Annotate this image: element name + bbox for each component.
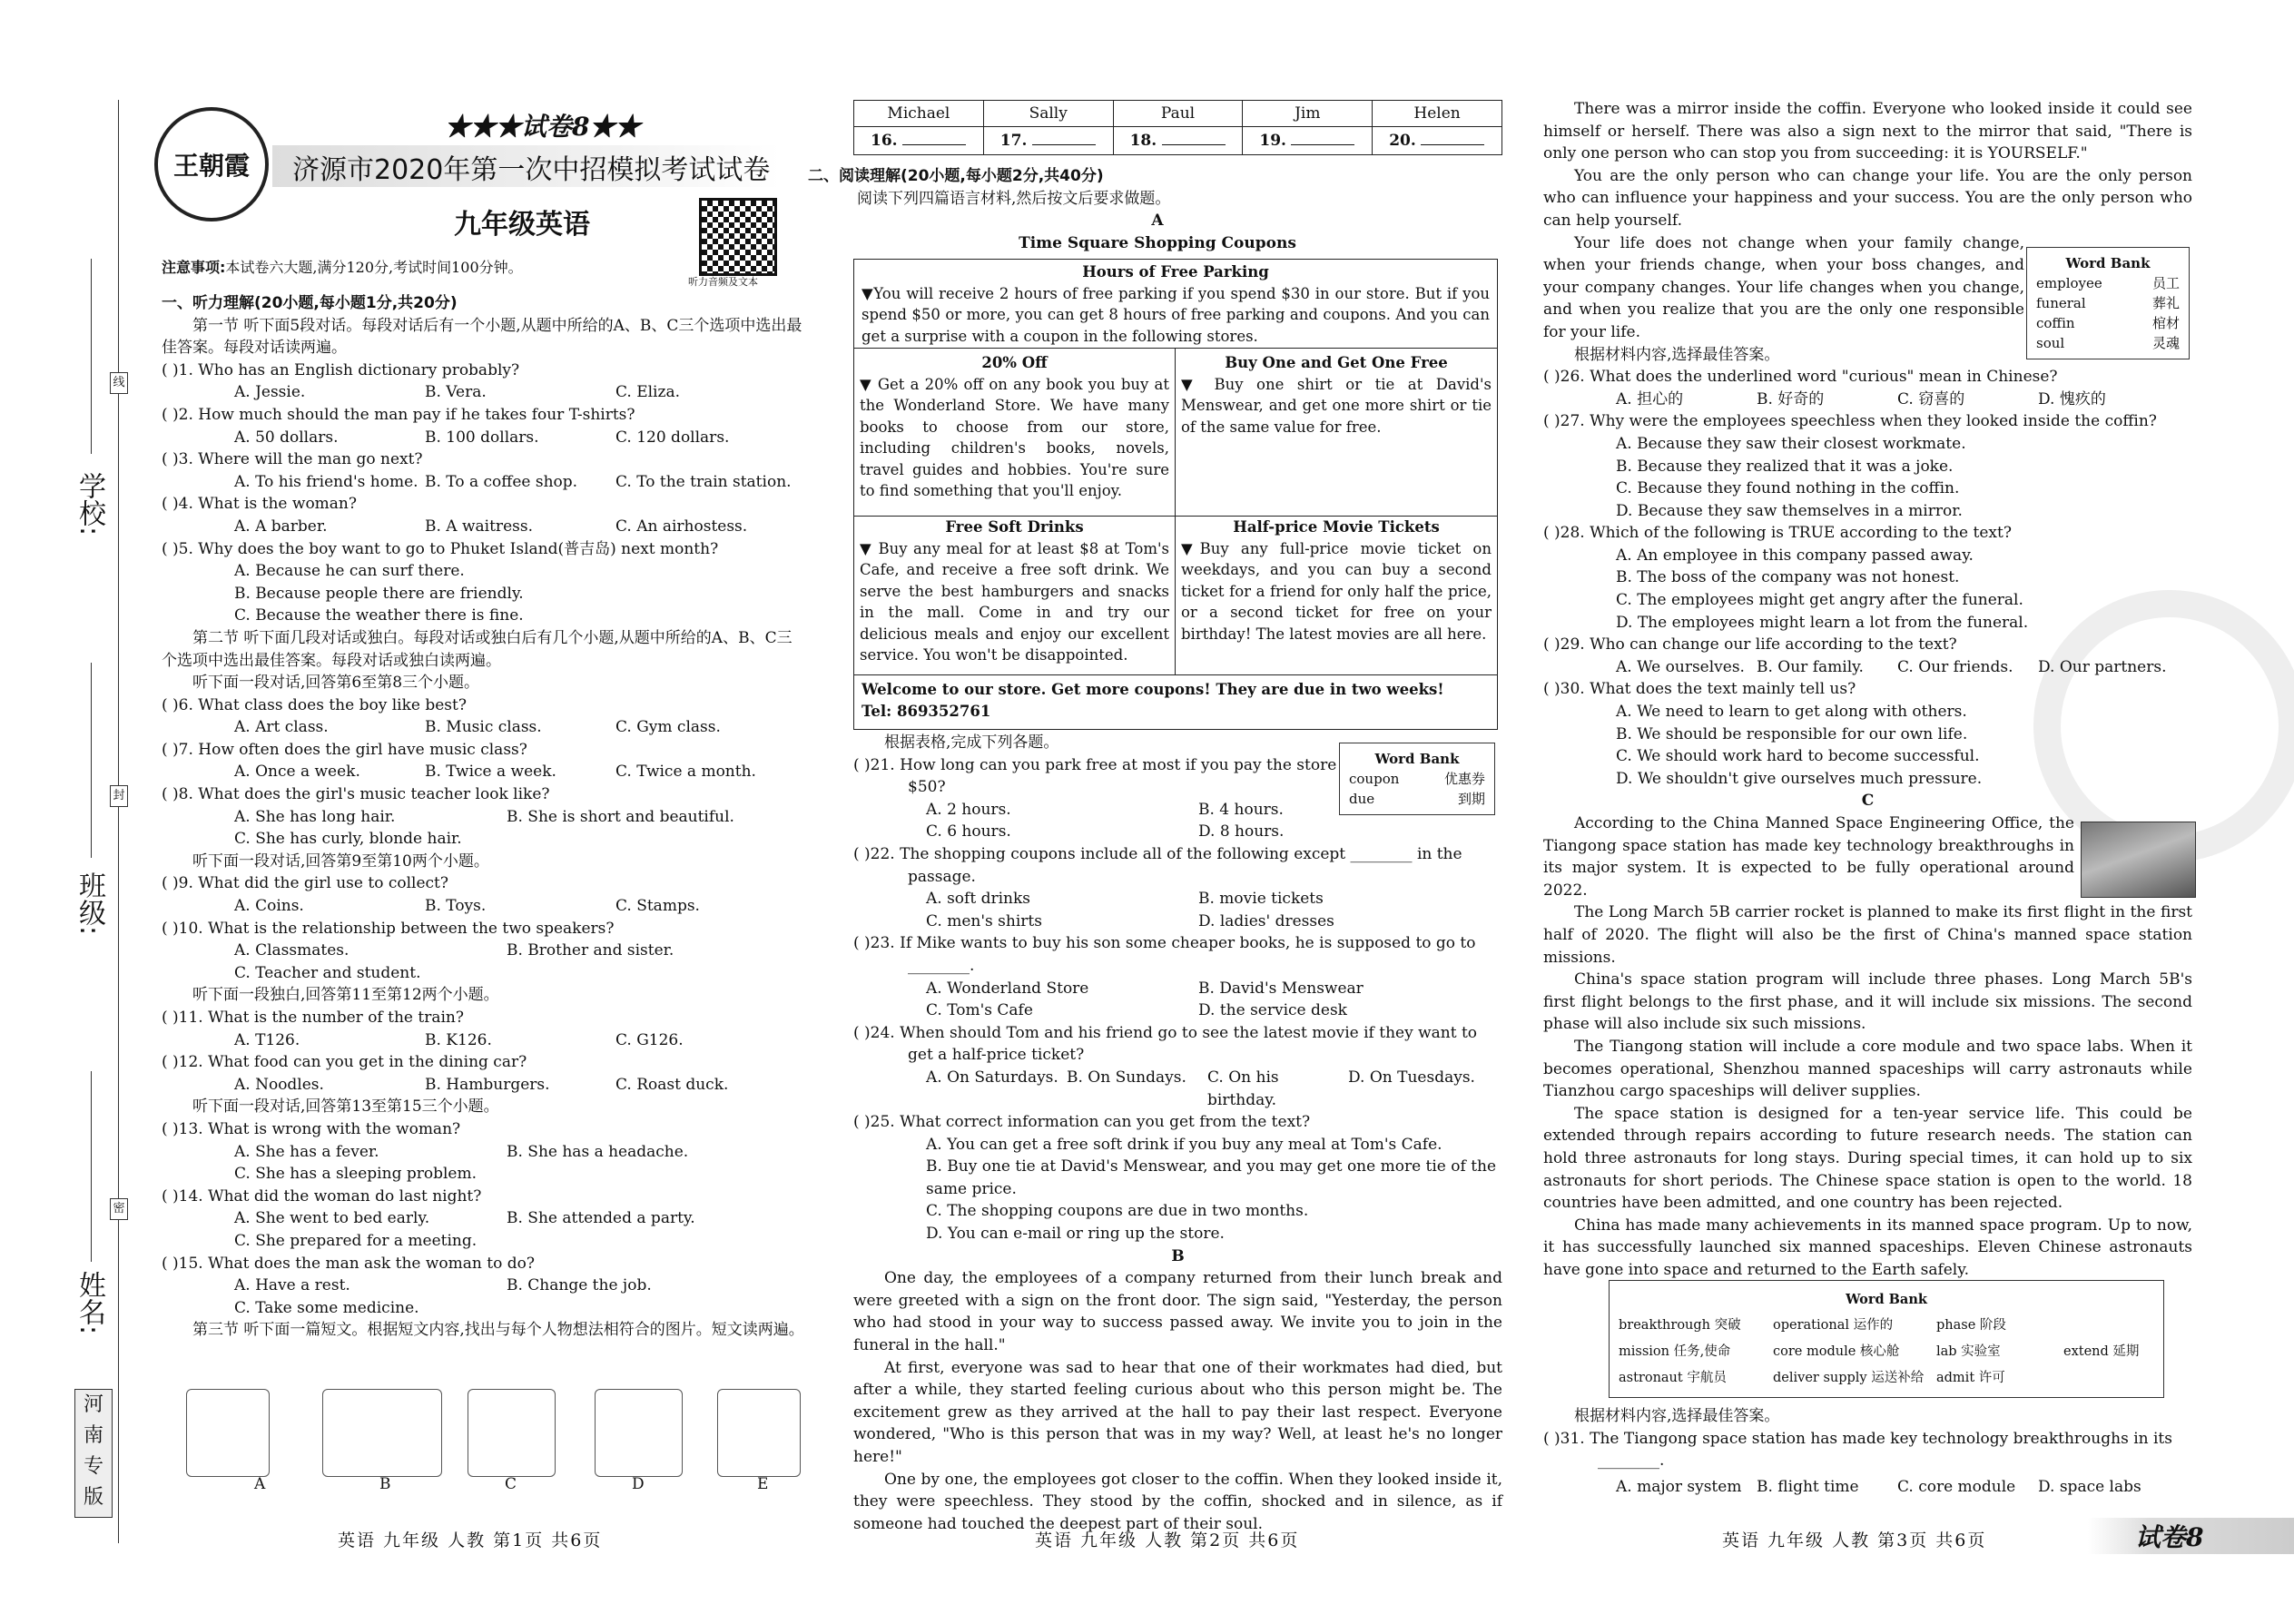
option[interactable]: C. An airhostess. <box>615 517 748 536</box>
word-bank-term: due <box>1349 791 1375 807</box>
option[interactable]: D. Because they saw themselves in a mirror. <box>1616 501 1963 520</box>
question-11: ( )11. What is the number of the train? <box>162 1009 464 1027</box>
option[interactable]: D. On Tuesdays. <box>1348 1068 1475 1087</box>
passage-a-title: Time Square Shopping Coupons <box>1019 233 1296 252</box>
column-3-bottom <box>1543 1405 2192 1498</box>
seal-mark-seal: 封 <box>110 785 128 807</box>
name-blank <box>91 1071 92 1262</box>
passage-c-paragraph: China's space station program will include three phases. Long March 5B's first flight belongs to the first phase, and it will include six missions. The second phase will also include six such missions. <box>1543 970 2192 1034</box>
option[interactable]: C. Our friends. <box>1897 657 2013 676</box>
seal-mark-line: 线 <box>110 372 128 394</box>
question-7: ( )7. How often does the girl have music class? <box>162 740 527 759</box>
coupon-box <box>853 259 1498 730</box>
option[interactable]: B. 好奇的 <box>1757 389 1825 408</box>
question-28: ( )28. Which of the following is TRUE according to the text? <box>1543 524 2012 543</box>
question-22: ( )22. The shopping coupons include all of the following except ________ in the passage. <box>853 844 1462 886</box>
options <box>1543 389 2192 411</box>
passage-c-letter: C <box>1861 792 1875 811</box>
question-29: ( )29. Who can change our life according to the text? <box>1543 635 1957 655</box>
option[interactable]: C. G126. <box>615 1030 684 1049</box>
word-bank-entry: astronaut 宇航员 <box>1619 1371 1727 1385</box>
word-bank-term: coupon <box>1349 771 1400 787</box>
options <box>1543 1476 2192 1499</box>
option[interactable]: D. We shouldn't give ourselves much pressure. <box>1616 769 1983 788</box>
option[interactable]: A. 50 dollars. <box>234 428 339 447</box>
listen-instruction: 听下面一段对话,回答第6至第8三个小题。 <box>192 674 480 693</box>
question-15: ( )15. What does the man ask the woman to do? <box>162 1254 535 1273</box>
question-14: ( )14. What did the woman do last night? <box>162 1186 482 1206</box>
option[interactable]: B. Music class. <box>425 718 542 737</box>
option[interactable]: C. Take some medicine. <box>234 1298 419 1317</box>
option[interactable]: C. The shopping coupons are due in two months. <box>926 1202 1309 1221</box>
passage-a-instruction: 根据表格,完成下列各题。 <box>884 733 1059 752</box>
qr-code[interactable] <box>699 198 777 276</box>
option[interactable]: C. Stamps. <box>615 897 700 916</box>
answer-blank[interactable]: 18. <box>1113 127 1243 155</box>
options <box>162 381 806 404</box>
column-2-top <box>808 165 1507 254</box>
passage-b-paragraph: You are the only person who can change your life. You are the only person who can influence your happiness and your success. You are the only person who can help yourself. <box>1543 166 2192 230</box>
discount-title: 20% Off <box>981 354 1048 371</box>
options <box>162 895 806 918</box>
picture-label: D <box>632 1475 645 1493</box>
option[interactable]: A. She has long hair. <box>234 807 396 826</box>
picture-b <box>322 1389 442 1477</box>
picture-label: E <box>757 1475 769 1493</box>
option[interactable]: A. Wonderland Store <box>926 979 1089 998</box>
options <box>162 471 806 494</box>
notice <box>162 256 523 277</box>
word-bank-meaning: 棺材 <box>2151 315 2180 331</box>
person-name: Michael <box>854 101 984 127</box>
option[interactable]: C. Eliza. <box>615 383 680 402</box>
option[interactable]: A. An employee in this company passed away. <box>1616 546 1974 565</box>
passage-c-paragraph: The Long March 5B carrier rocket is planned to make its first flight in the first half of 2020. The flight will also be the first of China's manned space station missions. <box>1543 903 2192 967</box>
option[interactable]: B. Change the job. <box>507 1276 652 1295</box>
person-name: Sally <box>983 101 1113 127</box>
welcome-text: Welcome to our store. Get more coupons! They are due in two weeks! <box>861 681 1444 698</box>
column-2-questions <box>853 732 1502 1535</box>
name-label: 姓名: <box>74 1271 105 1335</box>
option[interactable]: C. She prepared for a meeting. <box>234 1231 478 1250</box>
exam-title: 济源市2020年第一次中招模拟考试试卷 <box>292 154 771 186</box>
option[interactable]: B. A waitress. <box>425 517 533 536</box>
answer-table <box>853 100 1502 155</box>
options <box>162 940 806 962</box>
drinks-cell <box>854 517 1176 675</box>
question-31: ( )31. The Tiangong space station has made key technology breakthroughs in its ________. <box>1543 1429 2172 1471</box>
edition-char: 专 <box>83 1455 103 1478</box>
series-badge: ★★★试卷8★★ <box>445 112 641 142</box>
series-label: 试卷8 <box>521 112 590 142</box>
passage-b-instruction: 根据材料内容,选择最佳答案。 <box>1574 345 1780 364</box>
word-bank-meaning: 优惠券 <box>1443 771 1485 787</box>
option[interactable]: D. ladies' dresses <box>1198 911 1334 930</box>
option[interactable]: B. She is short and beautiful. <box>507 807 734 826</box>
question-13: ( )13. What is wrong with the woman? <box>162 1119 461 1138</box>
movie-text: ▼Buy any full-price movie ticket on weekdays, and you can buy a second ticket for a friend for only half the price, or a second ticket for free on your birthday! The latest movies are all here. <box>1181 539 1492 643</box>
seal-mark-secret: 密 <box>110 1198 128 1220</box>
edition-char: 河 <box>83 1393 103 1416</box>
bogo-title: Buy One and Get One Free <box>1225 354 1448 371</box>
answer-blank[interactable]: 16. <box>854 127 984 155</box>
option[interactable]: C. The employees might get angry after the funeral. <box>1616 591 2023 610</box>
qr-caption: 听力音频及文本 <box>688 276 758 288</box>
option[interactable]: B. Vera. <box>425 383 487 402</box>
picture-label: A <box>254 1475 266 1493</box>
picture-a <box>186 1389 270 1477</box>
word-bank-meaning: 葬礼 <box>2151 295 2180 311</box>
option[interactable]: B. movie tickets <box>1198 890 1324 909</box>
parking-title: Hours of Free Parking <box>1082 263 1269 281</box>
option[interactable]: A. major system <box>1616 1477 1742 1496</box>
logo-text: 王朝霞 <box>172 151 250 181</box>
passage-a-letter: A <box>1151 212 1164 231</box>
picture-c <box>468 1389 556 1477</box>
options <box>853 999 1502 1022</box>
option[interactable]: C. 120 dollars. <box>615 428 730 447</box>
options <box>162 1074 806 1097</box>
word-bank-entry: operational 运作的 <box>1773 1318 1894 1333</box>
space-station-photo <box>2081 822 2196 898</box>
option[interactable]: C. men's shirts <box>926 911 1042 930</box>
options <box>853 978 1502 1000</box>
word-bank-c <box>1609 1280 2164 1398</box>
word-bank-meaning: 员工 <box>2151 275 2180 291</box>
question-8: ( )8. What does the girl's music teacher look like? <box>162 785 550 804</box>
welcome-cell <box>854 675 1497 727</box>
picture-d <box>595 1389 683 1477</box>
word-bank-b <box>2026 247 2190 359</box>
option[interactable]: D. the service desk <box>1198 1001 1347 1020</box>
person-name: Helen <box>1373 101 1502 127</box>
picture-label: B <box>379 1475 391 1493</box>
option[interactable]: C. Roast duck. <box>615 1075 729 1094</box>
subject-title: 九年级英语 <box>454 209 590 241</box>
passage-b-paragraph: One by one, the employees got closer to the coffin. When they looked inside it, they were speechless. They stood by the coffin, shocked and in silence, as if someone had touched the deepest part of their soul. <box>853 1470 1502 1533</box>
passage-c-paragraph: The Tiangong station will include a core module and two space labs. When it becomes operational, Shenzhou manned spaceships will carry astronauts while Tianzhou cargo spaceships will deliver supplies. <box>1543 1037 2192 1101</box>
footer-page-2: 英语 九年级 人教 第2页 共6页 <box>1035 1530 1300 1550</box>
option[interactable]: C. Twice a month. <box>615 763 756 782</box>
passage-b-paragraph: There was a mirror inside the coffin. Everyone who looked inside it could see himself or herself. There was also a sign next to the mirror that said, "There is only one person who can stop you from succeeding: it is YOURSELF." <box>1543 100 2192 163</box>
option[interactable]: C. 6 hours. <box>926 822 1011 842</box>
option[interactable]: A. 2 hours. <box>926 800 1011 819</box>
column-1 <box>162 292 806 1342</box>
listen-instruction: 听下面一段对话,回答第9至第10两个小题。 <box>192 851 489 871</box>
options <box>853 910 1502 933</box>
discount-text: ▼ Get a 20% off on any book you buy at the Wonderland Store. We have many books to choose from our store, including children's books, novels, travel guides and hobbies. You're sure to find something that you'll enjoy. <box>860 375 1169 499</box>
options <box>162 716 806 739</box>
question-24: ( )24. When should Tom and his friend go to see the latest movie if they want to get a half-price ticket? <box>853 1023 1478 1065</box>
question-27: ( )27. Why were the employees speechless when they looked inside the coffin? <box>1543 412 2157 431</box>
options <box>1543 656 2192 679</box>
movie-cell <box>1176 517 1497 675</box>
option[interactable]: B. Brother and sister. <box>507 941 674 960</box>
options <box>853 1067 1502 1111</box>
class-blank <box>91 663 92 858</box>
picture-label: C <box>505 1475 517 1493</box>
answer-blank[interactable]: 17. <box>983 127 1113 155</box>
option[interactable]: B. K126. <box>425 1030 492 1049</box>
listen-instruction: 听下面一段对话,回答第13至第15三个小题。 <box>192 1097 499 1117</box>
bogo-cell <box>1176 349 1497 517</box>
word-bank-title: Word Bank <box>1846 1292 1927 1307</box>
option[interactable]: C. Tom's Cafe <box>926 1001 1033 1020</box>
school-blank <box>91 259 92 454</box>
passage-c-paragraph: According to the China Manned Space Engineering Office, the Tiangong space station has made key technology breakthroughs in its major system. It is expected to be fully operational around 2022. <box>1543 814 2074 900</box>
option[interactable]: B. On Sundays. <box>1067 1068 1186 1087</box>
question-26: ( )26. What does the underlined word "curious" mean in Chinese? <box>1543 368 2058 387</box>
option[interactable]: B. flight time <box>1757 1477 1859 1496</box>
option[interactable]: A. She went to bed early. <box>234 1209 430 1228</box>
word-bank-entry: breakthrough 突破 <box>1619 1318 1741 1333</box>
option[interactable]: A. Because he can surf there. <box>234 562 465 581</box>
word-bank-entry: mission 任务,使命 <box>1619 1344 1731 1359</box>
section-2-intro: 阅读下列四篇语言材料,然后按文后要求做题。 <box>857 189 1171 208</box>
binding-line <box>118 100 119 1543</box>
part-3-intro: 第三节 听下面一篇短文。根据短文内容,找出与每个人物想法相符合的图片。短文读两遍。 <box>192 1321 804 1340</box>
option[interactable]: B. 4 hours. <box>1198 800 1284 819</box>
word-bank-meaning: 灵魂 <box>2151 335 2180 351</box>
section-2-title: 二、阅读理解(20小题,每小题2分,共40分) <box>808 167 1104 185</box>
notice-label: 注意事项: <box>162 259 226 276</box>
option[interactable]: D. space labs <box>2038 1477 2141 1496</box>
options <box>853 888 1502 910</box>
option[interactable]: A. She has a fever. <box>234 1142 379 1161</box>
word-bank-term: coffin <box>2036 315 2075 331</box>
question-23: ( )23. If Mike wants to buy his son some cheaper books, he is supposed to go to ________. <box>853 934 1476 975</box>
option[interactable]: B. Because they realized that it was a joke. <box>1616 457 1954 476</box>
section-1-title: 一、听力理解(20小题,每小题1分,共20分) <box>162 294 458 312</box>
word-bank-entry: admit 许可 <box>1936 1371 2005 1385</box>
option[interactable]: B. Hamburgers. <box>425 1075 550 1094</box>
option[interactable]: A. Jessie. <box>234 383 306 402</box>
word-bank-entry: core module 核心舱 <box>1773 1344 1900 1359</box>
footer-page-3: 英语 九年级 人教 第3页 共6页 <box>1722 1530 1987 1550</box>
passage-c-paragraph: China has made many achievements in its manned space program. Up to now, it has successfully launched six manned spaceships. Eleven Chinese astronauts have gone into space and returned to the Earth safely. <box>1543 1216 2192 1279</box>
passage-c-paragraph: The space station is designed for a ten-year service life. This could be extended through repairs according to future research needs. The station can hold three astronauts for long stays. During special times, it can hold up to six astronauts for short periods. The Chinese space station is open to the world. 18 countries have been admitted, and one country has been rejected. <box>1543 1104 2192 1213</box>
options <box>162 1141 806 1164</box>
option[interactable]: B. 100 dollars. <box>425 428 539 447</box>
options <box>162 516 806 538</box>
edition-box <box>74 1389 113 1518</box>
option[interactable]: C. Gym class. <box>615 718 721 737</box>
school-label: 学校: <box>74 472 105 536</box>
options <box>162 806 806 829</box>
option[interactable]: A. Classmates. <box>234 941 350 960</box>
option[interactable]: A. Art class. <box>234 718 329 737</box>
option[interactable]: B. She attended a party. <box>507 1209 695 1228</box>
option[interactable]: A. We ourselves. <box>1616 657 1745 676</box>
option[interactable]: D. 8 hours. <box>1198 822 1285 842</box>
passage-b-letter: B <box>1171 1246 1185 1265</box>
option[interactable]: C. On his birthday. <box>1207 1068 1279 1109</box>
option[interactable]: C. She has curly, blonde hair. <box>234 830 462 849</box>
option[interactable]: B. Because people there are friendly. <box>234 584 524 603</box>
option[interactable]: A. We need to learn to get along with others. <box>1616 703 1967 722</box>
telephone: Tel: 869352761 <box>861 702 991 720</box>
drinks-title: Free Soft Drinks <box>945 518 1084 536</box>
question-6: ( )6. What class does the boy like best? <box>162 695 467 714</box>
question-5: ( )5. Why does the boy want to go to Phuket Island(普吉岛) next month? <box>162 539 719 558</box>
option[interactable]: D. 愧疚的 <box>2038 389 2106 408</box>
parking-text: ▼You will receive 2 hours of free parking if you spend $30 in our store. But if you spend $50 or more, you can get 8 hours of free parking and coupons. And you can get a surprise with a coupon in the following stores. <box>861 284 1490 345</box>
option[interactable]: B. Our family. <box>1757 657 1864 676</box>
passage-b-paragraph: Your life does not change when your family change, when your friends change, when your boss changes, and your company changes. Your life changes when you change, and when you realize that you are the only one responsible for your life. <box>1543 233 2024 341</box>
question-30: ( )30. What does the text mainly tell us? <box>1543 680 1856 699</box>
question-10: ( )10. What is the relationship between the two speakers? <box>162 919 615 938</box>
word-bank-entry: lab 实验室 <box>1936 1344 2001 1359</box>
options <box>853 799 1502 822</box>
option[interactable]: A. You can get a free soft drink if you buy any meal at Tom's Cafe. <box>926 1135 1442 1154</box>
passage-c-instruction: 根据材料内容,选择最佳答案。 <box>1574 1407 1780 1425</box>
class-label: 班级: <box>74 871 105 936</box>
answer-blank[interactable]: 20. <box>1373 127 1502 155</box>
question-4: ( )4. What is the woman? <box>162 495 357 514</box>
question-2: ( )2. How much should the man pay if he takes four T-shirts? <box>162 405 635 424</box>
option[interactable]: B. She has a headache. <box>507 1142 689 1161</box>
option[interactable]: A. Have a rest. <box>234 1276 350 1295</box>
option[interactable]: A. On Saturdays. <box>926 1068 1058 1087</box>
person-name: Paul <box>1113 101 1243 127</box>
option[interactable]: B. Twice a week. <box>425 763 556 782</box>
options <box>162 1029 806 1052</box>
word-bank-term: funeral <box>2036 295 2086 311</box>
question-3: ( )3. Where will the man go next? <box>162 450 423 469</box>
question-25: ( )25. What correct information can you get from the text? <box>853 1113 1311 1132</box>
answer-blank[interactable]: 19. <box>1243 127 1373 155</box>
passage-b-paragraph: One day, the employees of a company returned from their lunch break and were greeted with a sign on the front door. The sign said, "Yesterday, the person who had stood in your way to success passed away. We invite you to join in the funeral in the hall." <box>853 1269 1502 1355</box>
option[interactable]: D. Our partners. <box>2038 657 2167 676</box>
options <box>162 427 806 449</box>
option[interactable]: B. Buy one tie at David's Menswear, and you may get one more tie of the same price. <box>926 1157 1497 1198</box>
option[interactable]: A. Once a week. <box>234 763 360 782</box>
drinks-text: ▼ Buy any meal for at least $8 at Tom's Cafe, and receive a free soft drink. We serve the best hamburgers and snacks in the mall. Come in and try our delicious meals and enjoy our excellent service. You won't be disappointed. <box>860 539 1169 664</box>
options <box>162 761 806 783</box>
option[interactable]: C. To the train station. <box>615 472 792 491</box>
passage-b-paragraph: At first, everyone was sad to hear that one of their workmates had died, but after a while, they started feeling curious about who this person might be. The excitement grew as they arrived at the hall to pay their last respect. Everyone wondered, "Who is this person that was in my way? Well, at least he's no longer here!" <box>853 1358 1502 1466</box>
option[interactable]: A. T126. <box>234 1030 300 1049</box>
discount-cell <box>854 349 1176 517</box>
word-bank-title: Word Bank <box>1374 751 1460 767</box>
option[interactable]: C. 窃喜的 <box>1897 389 1965 408</box>
word-bank-term: employee <box>2036 275 2102 291</box>
option[interactable]: A. 担心的 <box>1616 389 1684 408</box>
footer-series: 试卷8 <box>2135 1522 2204 1552</box>
question-12: ( )12. What food can you get in the dining car? <box>162 1053 527 1072</box>
option[interactable]: A. soft drinks <box>926 890 1030 909</box>
option[interactable]: D. You can e-mail or ring up the store. <box>926 1225 1225 1244</box>
parking-cell <box>854 260 1497 349</box>
option[interactable]: D. The employees might learn a lot from the funeral. <box>1616 613 2029 632</box>
notice-text: 本试卷六大题,满分120分,考试时间100分钟。 <box>225 259 523 276</box>
option[interactable]: B. David's Menswear <box>1198 979 1364 998</box>
option[interactable]: C. Because they found nothing in the coffin. <box>1616 479 1960 498</box>
word-bank-term: soul <box>2036 335 2065 351</box>
question-1: ( )1. Who has an English dictionary probably? <box>162 360 520 379</box>
option[interactable]: C. We should work hard to become successful. <box>1616 747 1980 766</box>
option[interactable]: B. The boss of the company was not honest. <box>1616 568 1960 587</box>
edition-char: 南 <box>83 1424 103 1447</box>
options <box>853 821 1502 843</box>
option[interactable]: C. core module <box>1897 1477 2016 1496</box>
option[interactable]: B. Toys. <box>425 897 487 916</box>
part-1-intro: 第一节 听下面5段对话。每段对话后有一个小题,从题中所给的A、B、C三个选项中选出最佳答案。每段对话读两遍。 <box>162 316 802 358</box>
option[interactable]: A. Noodles. <box>234 1075 324 1094</box>
picture-e <box>717 1389 801 1477</box>
option[interactable]: A. Because they saw their closest workmate. <box>1616 434 1966 453</box>
options <box>162 1275 806 1297</box>
person-name: Jim <box>1243 101 1373 127</box>
option[interactable]: A. A barber. <box>234 517 328 536</box>
option[interactable]: B. To a coffee shop. <box>425 472 578 491</box>
word-bank-entry: deliver supply 运送补给 <box>1773 1371 1925 1385</box>
options <box>162 1207 806 1230</box>
word-bank-entry: phase 阶段 <box>1936 1318 2006 1333</box>
option[interactable]: A. To his friend's home. <box>234 472 418 491</box>
movie-title: Half-price Movie Tickets <box>1233 518 1440 536</box>
listen-instruction: 听下面一段独白,回答第11至第12两个小题。 <box>192 986 499 1005</box>
word-bank-meaning: 到期 <box>1457 791 1485 807</box>
option[interactable]: C. Teacher and student. <box>234 963 421 982</box>
option[interactable]: C. Because the weather there is fine. <box>234 606 524 625</box>
word-bank-entry: extend 延期 <box>2063 1344 2140 1359</box>
option[interactable]: A. Coins. <box>234 897 304 916</box>
edition-char: 版 <box>83 1486 103 1509</box>
bogo-text: ▼ Buy one shirt or tie at David's Menswear, and get one more shirt or tie of the same value for free. <box>1181 375 1492 436</box>
part-2-intro: 第二节 听下面几段对话或独白。每段对话或独白后有几个小题,从题中所给的A、B、C三个选项中选出最佳答案。每段对话或独白读两遍。 <box>162 628 793 670</box>
question-9: ( )9. What did the girl use to collect? <box>162 874 448 893</box>
brand-logo <box>154 107 269 221</box>
word-bank-title: Word Bank <box>2065 255 2151 271</box>
footer-page-1: 英语 九年级 人教 第1页 共6页 <box>338 1530 603 1550</box>
option[interactable]: C. She has a sleeping problem. <box>234 1165 478 1184</box>
option[interactable]: B. We should be responsible for our own life. <box>1616 724 1968 743</box>
question-21: ( )21. How long can you park free at most if you pay the store $50? <box>853 755 1337 797</box>
